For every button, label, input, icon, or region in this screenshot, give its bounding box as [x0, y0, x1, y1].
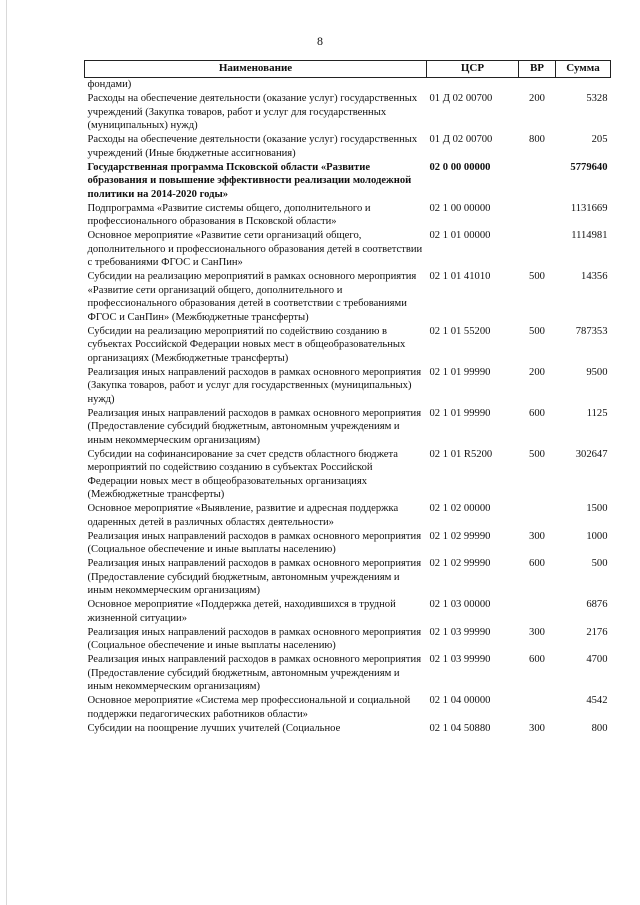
row-name-cell: Реализация иных направлений расходов в рамках основного мероприятия (Социальное обеспечение и иные выплаты населению) — [87, 530, 422, 555]
table-row — [85, 161, 611, 202]
row-vr-cell — [519, 161, 556, 202]
row-vr-cell: 300 — [529, 722, 545, 734]
table-row — [85, 270, 611, 325]
header-csr: ЦСР — [427, 61, 519, 78]
row-vr-cell: 300 — [529, 530, 545, 542]
row-sum-cell: 2176 — [586, 626, 608, 638]
row-vr-cell — [519, 694, 556, 722]
row-csr-cell: 02 1 01 99990 — [429, 407, 491, 419]
row-csr-cell: 02 1 01 99990 — [429, 366, 491, 378]
table-row — [85, 598, 611, 626]
row-vr-cell: 200 — [529, 93, 545, 104]
row-csr-cell: 02 1 04 00000 — [429, 695, 491, 706]
row-vr-cell — [519, 202, 556, 230]
row-sum-cell: 5328 — [586, 93, 608, 104]
row-name-cell: Субсидии на поощрение лучших учителей (Социальное — [87, 722, 341, 734]
table-row — [85, 78, 611, 93]
row-csr-cell — [427, 78, 519, 93]
row-vr-cell: 500 — [529, 448, 545, 460]
row-sum-cell: 9500 — [586, 366, 608, 378]
row-name-cell: Государственная программа Псковской области «Развитие образования и повышение эффективности реализации молодежной политики на 2014-2020 годы» — [87, 161, 412, 200]
table-header-row — [85, 61, 611, 78]
row-vr-cell: 600 — [529, 407, 545, 419]
row-name-cell: Основное мероприятие «Выявление, развитие и адресная поддержка одаренных детей в различных областях деятельности» — [87, 503, 399, 528]
budget-table — [84, 60, 611, 736]
row-name-cell: Реализация иных направлений расходов в рамках основного мероприятия (Социальное обеспечение и иные выплаты населению) — [87, 626, 422, 651]
row-vr-cell — [519, 598, 556, 626]
table-row — [85, 694, 611, 722]
row-csr-cell: 02 1 01 55200 — [429, 325, 491, 337]
row-name-cell: Основное мероприятие «Развитие сети организаций общего, дополнительного и профессионального образования детей в соответствии с требованиями ФГОС и СанПин» — [87, 230, 423, 268]
table-row — [85, 502, 611, 530]
row-sum-cell: 6876 — [586, 599, 608, 610]
row-sum-cell: 1125 — [586, 407, 608, 419]
row-csr-cell: 02 1 01 41010 — [429, 271, 491, 282]
row-vr-cell — [519, 502, 556, 530]
row-csr-cell: 02 1 03 99990 — [429, 654, 491, 665]
row-vr-cell — [519, 78, 556, 93]
table-row — [85, 202, 611, 230]
row-sum-cell: 4700 — [586, 654, 608, 665]
row-csr-cell: 02 1 02 00000 — [429, 503, 491, 514]
row-sum-cell: 800 — [591, 722, 608, 734]
row-name-cell: Подпрограмма «Развитие системы общего, дополнительного и профессионального образования в Псковской области» — [87, 202, 371, 227]
row-sum-cell: 205 — [591, 134, 608, 145]
row-vr-cell: 600 — [529, 558, 545, 569]
row-name-cell: фондами) — [87, 79, 132, 90]
row-csr-cell: 02 1 01 R5200 — [429, 448, 493, 460]
table-row — [85, 530, 611, 558]
row-name-cell: Основное мероприятие «Система мер профессиональной и социальной поддержки педагогических работников области» — [87, 695, 411, 720]
row-sum-cell: 5779640 — [570, 161, 608, 173]
row-vr-cell: 500 — [529, 325, 545, 337]
row-sum-cell — [556, 78, 611, 93]
table-body — [85, 78, 611, 736]
row-sum-cell: 1500 — [586, 503, 608, 514]
table-row — [85, 722, 611, 736]
row-vr-cell: 500 — [529, 271, 545, 282]
row-sum-cell: 14356 — [581, 271, 608, 282]
row-name-cell: Реализация иных направлений расходов в рамках основного мероприятия (Предоставление субсидий бюджетным, автономным учреждениям и иным некоммерческим организациям) — [87, 558, 422, 596]
row-sum-cell: 500 — [591, 558, 608, 569]
row-csr-cell: 02 1 03 99990 — [429, 626, 491, 638]
row-csr-cell: 02 1 02 99990 — [429, 558, 491, 569]
row-sum-cell: 1000 — [586, 530, 608, 542]
row-csr-cell: 01 Д 02 00700 — [429, 134, 493, 145]
row-name-cell: Реализация иных направлений расходов в рамках основного мероприятия (Закупка товаров, работ и услуг для государственных (муниципальных) нужд) — [87, 366, 422, 405]
row-name-cell: Субсидии на реализацию мероприятий по содействию созданию в субъектах Российской Федерации новых мест в общеобразовательных организациях (Межбюджетные трансферты) — [87, 325, 406, 364]
header-name: Наименование — [85, 61, 427, 78]
row-sum-cell: 1114981 — [571, 230, 608, 241]
row-csr-cell: 02 1 00 00000 — [429, 202, 491, 214]
table-row — [85, 653, 611, 694]
row-name-cell: Расходы на обеспечение деятельности (оказание услуг) государственных учреждений (Иные бюджетные ассигнования) — [87, 134, 418, 159]
table-row — [85, 325, 611, 366]
table-row — [85, 448, 611, 503]
table-row — [85, 626, 611, 654]
row-name-cell: Субсидии на реализацию мероприятий в рамках основного мероприятия «Развитие сети организаций общего, дополнительного и профессионального образования детей в соответствии с требованиями ФГОС и СанПин» (Межбюджетные трансферты) — [87, 271, 417, 323]
row-name-cell: Субсидии на софинансирование за счет средств областного бюджета мероприятий по содействию созданию в субъектах Российской Федерации новых мест в общеобразовательных организациях (Межбюджетные трансферты) — [87, 448, 398, 500]
row-sum-cell: 787353 — [575, 325, 608, 337]
table-row — [85, 557, 611, 598]
row-name-cell: Реализация иных направлений расходов в рамках основного мероприятия (Предоставление субсидий бюджетным, автономным учреждениям и иным некоммерческим организациям) — [87, 654, 422, 692]
row-vr-cell — [519, 229, 556, 270]
row-name-cell: Расходы на обеспечение деятельности (оказание услуг) государственных учреждений (Закупка товаров, работ и услуг для государственных (муниципальных) нужд) — [87, 93, 418, 131]
row-vr-cell: 600 — [529, 654, 545, 665]
row-name-cell: Реализация иных направлений расходов в рамках основного мероприятия (Предоставление субсидий бюджетным, автономным учреждениям и иным некоммерческим организациям) — [87, 407, 422, 446]
row-vr-cell: 800 — [529, 134, 545, 145]
row-csr-cell: 02 1 01 00000 — [429, 230, 491, 241]
table-row — [85, 229, 611, 270]
row-csr-cell: 01 Д 02 00700 — [429, 93, 493, 104]
row-sum-cell: 1131669 — [570, 202, 608, 214]
table-row — [85, 92, 611, 133]
page-edge-line — [6, 0, 7, 905]
row-csr-cell: 02 1 02 99990 — [429, 530, 491, 542]
row-csr-cell: 02 0 00 00000 — [429, 161, 491, 173]
row-sum-cell: 4542 — [586, 695, 608, 706]
table-row — [85, 407, 611, 448]
header-vr: ВР — [519, 61, 556, 78]
row-csr-cell: 02 1 04 50880 — [429, 722, 491, 734]
row-name-cell: Основное мероприятие «Поддержка детей, находившихся в трудной жизненной ситуации» — [87, 599, 396, 624]
table-row — [85, 366, 611, 407]
row-csr-cell: 02 1 03 00000 — [429, 599, 491, 610]
row-vr-cell: 300 — [529, 626, 545, 638]
table-row — [85, 133, 611, 161]
row-sum-cell: 302647 — [575, 448, 608, 460]
page-number: 8 — [317, 34, 323, 48]
row-vr-cell: 200 — [529, 366, 545, 378]
header-sum: Сумма — [556, 61, 611, 78]
